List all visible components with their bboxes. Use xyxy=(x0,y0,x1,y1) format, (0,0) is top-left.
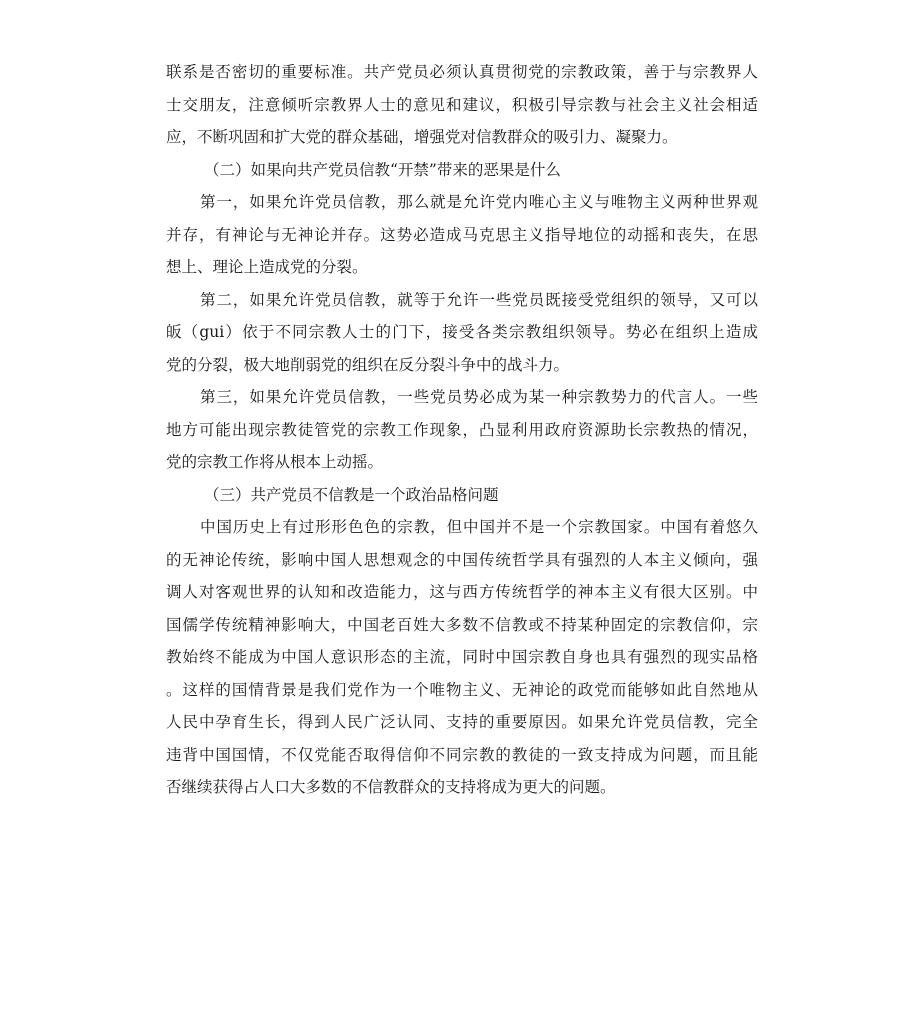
text-line: 中国历史上有过形形色色的宗教，但中国并不是一个宗教国家。中国有着悠久 xyxy=(200,518,758,536)
text-line: 第一，如果允许党员信教，那么就是允许党内唯心主义与唯物主义两种世界观 xyxy=(200,193,758,211)
section-heading-3 xyxy=(166,479,758,512)
section-heading-2 xyxy=(166,154,758,187)
paragraph-third-consequence xyxy=(166,381,758,479)
paragraph-party-ties xyxy=(166,56,758,154)
text-line: 教始终不能成为中国人意识形态的主流，同时中国宗教自身也具有强烈的现实品格 xyxy=(166,648,758,666)
heading-text: （二）如果向共产党员信教“开禁”带来的恶果是什么 xyxy=(204,160,561,179)
text-line: 。这样的国情背景是我们党作为一个唯物主义、无神论的政党而能够如此自然地从 xyxy=(166,680,758,699)
document-page xyxy=(166,56,758,804)
text-line: 想上、理论上造成党的分裂。 xyxy=(166,258,368,276)
text-line: 地方可能出现宗教徒管党的宗教工作现象，凸显利用政府资源助长宗教热的情况， xyxy=(166,420,758,439)
text-line: 党的分裂，极大地削弱党的组织在反分裂斗争中的战斗力。 xyxy=(166,355,570,374)
text-line: 党的宗教工作将从根本上动摇。 xyxy=(166,453,384,471)
text-line: 并存，有神论与无神论并存。这势必造成马克思主义指导地位的动摇和丧失，在思 xyxy=(166,225,758,244)
text-line: 违背中国国情，不仅党能否取得信仰不同宗教的教徒的一致支持成为问题，而且能 xyxy=(166,745,758,764)
text-line: 第二，如果允许党员信教，就等于允许一些党员既接受党组织的领导，又可以 xyxy=(200,290,758,309)
paragraph-first-consequence xyxy=(166,186,758,284)
text-line: 调人对客观世界的认知和改造能力，这与西方传统哲学的神本主义有很大区别。中 xyxy=(166,583,758,601)
text-line: 应，不断巩固和扩大党的群众基础，增强党对信教群众的吸引力、凝聚力。 xyxy=(166,128,678,146)
text-line: 第三，如果允许党员信教，一些党员势必成为某一种宗教势力的代言人。一些 xyxy=(200,388,758,406)
paragraph-second-consequence xyxy=(166,284,758,382)
text-line: 的无神论传统，影响中国人思想观念的中国传统哲学具有强烈的人本主义倾向，强 xyxy=(166,550,758,569)
text-line: 士交朋友，注意倾听宗教界人士的意见和建议，积极引导宗教与社会主义社会相适 xyxy=(166,95,758,114)
text-line: 皈（gui）依于不同宗教人士的门下，接受各类宗教组织领导。势必在组织上造成 xyxy=(166,323,758,341)
text-line: 否继续获得占人口大多数的不信教群众的支持将成为更大的问题。 xyxy=(166,778,616,796)
paragraph-national-conditions xyxy=(166,511,758,804)
text-line: 人民中孕育生长，得到人民广泛认同、支持的重要原因。如果允许党员信教，完全 xyxy=(166,713,758,731)
heading-text: （三）共产党员不信教是一个政治品格问题 xyxy=(204,485,499,504)
text-line: 国儒学传统精神影响大，中国老百姓大多数不信教或不持某种固定的宗教信仰，宗 xyxy=(166,615,758,634)
text-line: 联系是否密切的重要标准。共产党员必须认真贯彻党的宗教政策，善于与宗教界人 xyxy=(166,63,758,81)
